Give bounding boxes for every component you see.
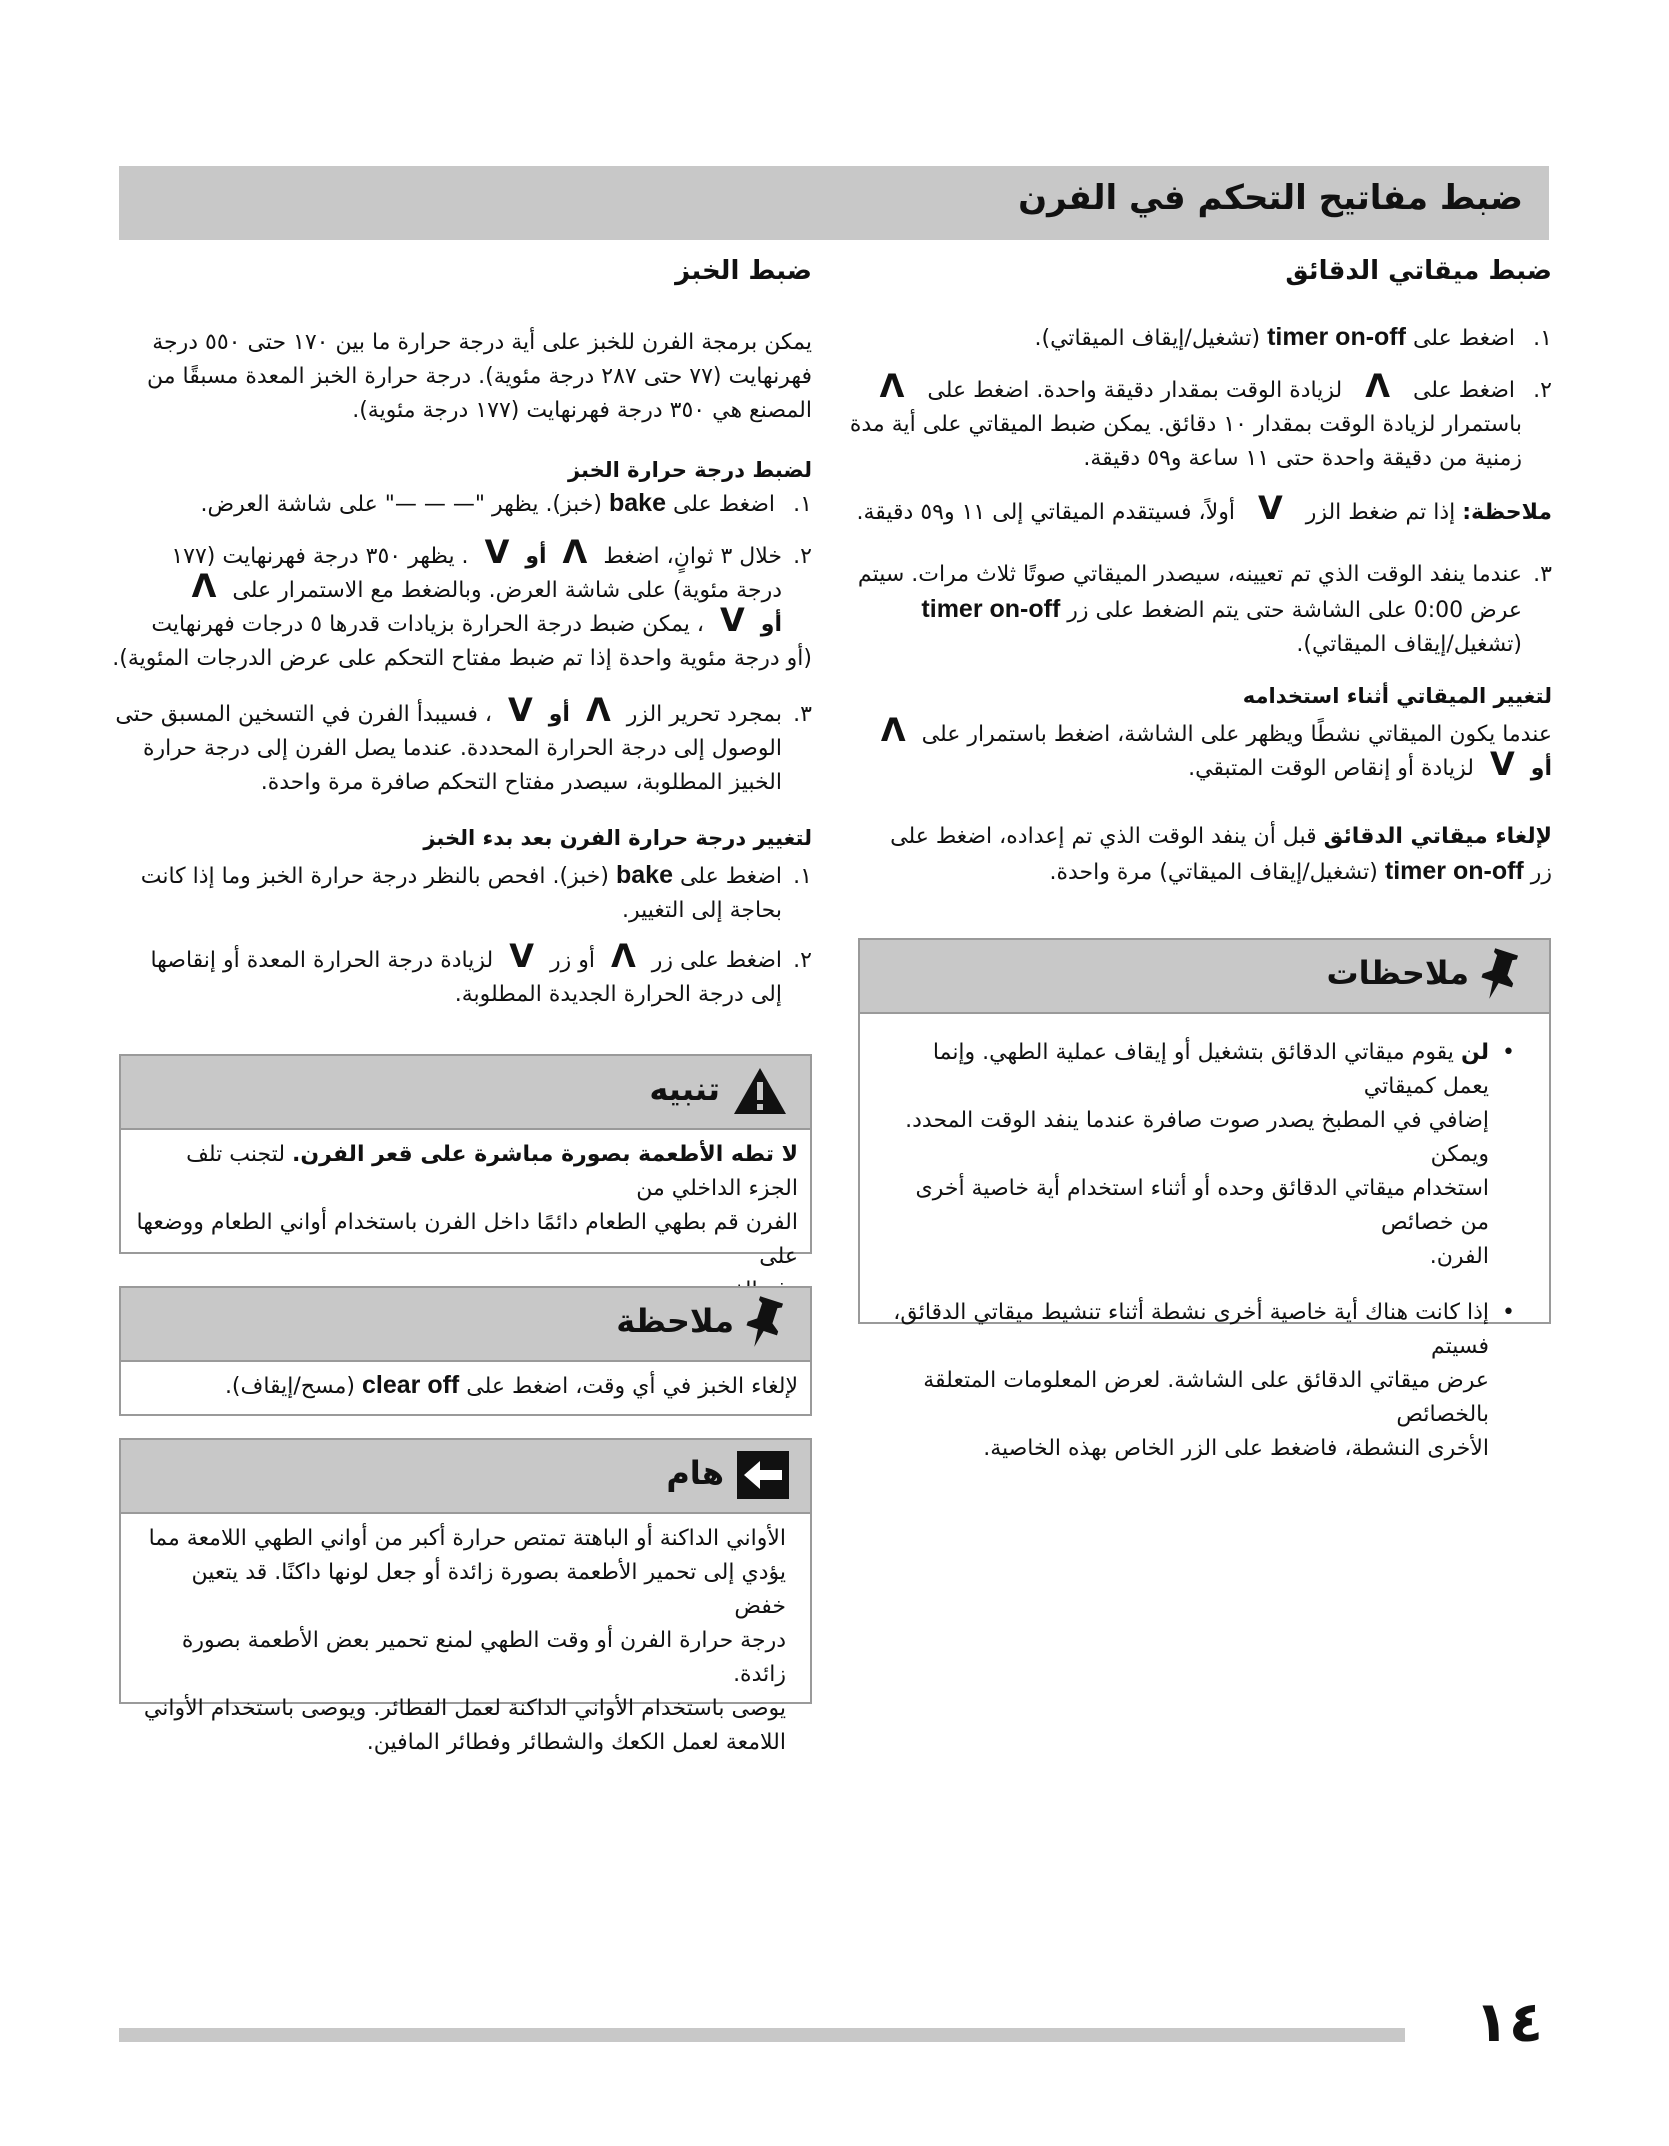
timer-change-heading: لتغيير الميقاتي أثناء استخدامه bbox=[1242, 684, 1552, 708]
timer-heading: ضبط ميقاتي الدقائق bbox=[1285, 256, 1552, 286]
timer-on-off-key: timer on-off bbox=[1267, 323, 1406, 351]
up-arrow-key-icon: Λ bbox=[610, 937, 636, 975]
page-number: ١٤ bbox=[1474, 1990, 1543, 2055]
clear-off-key: clear off bbox=[362, 1371, 460, 1399]
bake-change-heading: لتغيير درجة حرارة الفرن بعد بدء الخبز bbox=[423, 826, 812, 850]
arrow-left-box-icon bbox=[736, 1450, 790, 1500]
warning-box: تنبيه لا تطه الأطعمة بصورة مباشرة على قعر الفرن. لتجنب تلف الجزء الداخلي من الفرن قم بطهي الطعام دائمًا داخل الفرن باستخدام أواني الطعام ووضعها على bbox=[119, 1054, 812, 1254]
down-arrow-key-icon: V bbox=[507, 691, 533, 729]
up-arrow-key-icon: Λ bbox=[879, 367, 905, 405]
bake-key: bake bbox=[615, 861, 673, 889]
up-arrow-key-icon: Λ bbox=[191, 567, 217, 605]
section-header-bar bbox=[119, 166, 1549, 240]
down-arrow-key-icon: V bbox=[484, 533, 510, 571]
note-box-title: ملاحظة bbox=[616, 1302, 734, 1340]
timer-step-1: ١. اضغط على timer on-off (تشغيل/إيقاف الميقاتي). bbox=[1034, 323, 1552, 351]
warning-box-title: تنبيه bbox=[649, 1070, 720, 1108]
down-arrow-key-icon: V bbox=[509, 937, 534, 975]
down-arrow-key-icon: V bbox=[1490, 745, 1515, 783]
notes-bullet: • إذا كانت هناك أية خاصية أخرى نشطة أثناء تنشيط ميقاتي الدقائق، فسيتم عرض ميقاتي الدقائق على الشاشة. لعرض المعلومات المتعلقة بالخصائص الأخرى النشطة، فاضغط على الزر الخاص بهذه الخاصية. bbox=[884, 1296, 1519, 1466]
up-arrow-key-icon: Λ bbox=[562, 533, 588, 571]
bake-set-step-2: ٢.خلال ٣ ثوانٍ، اضغطΛأوV. يظهر ٣٥٠ درجة فهرنهايت (١٧٧ درجة مئوية) على شاشة العرض. وبالضغط مع الاستمرار علىΛ أوV، يمكن ضبط درجة الحرارة بزيادات قدرها ٥ درجات فهرنهايت (أو درجة مئوية واحدة إذا تم ضبط مفتاح التحكم على عرض الدرجات المئوية). bbox=[112, 533, 812, 671]
down-arrow-key-icon: V bbox=[1257, 489, 1283, 527]
warning-triangle-icon bbox=[732, 1066, 788, 1116]
pushpin-icon bbox=[1481, 948, 1525, 1004]
down-arrow-key-icon: V bbox=[720, 601, 745, 639]
bake-set-heading: لضبط درجة حرارة الخبز bbox=[567, 458, 812, 482]
footer-rule bbox=[119, 2028, 1405, 2042]
up-arrow-key-icon: Λ bbox=[585, 691, 611, 729]
up-arrow-key-icon: Λ bbox=[1365, 367, 1390, 405]
notes-box-title: ملاحظات bbox=[1326, 954, 1469, 992]
timer-step-2: ٢. اضغط على Λ لزيادة الوقت بمقدار دقيقة واحدة. اضغط على Λ باستمرار لزيادة الوقت بمقدار ١٠ دقائق. يمكن ضبط الميقاتي على أية مدة زمنية من دقيقة واحدة حتى ١١ ساعة و٥٩ دقيقة. bbox=[849, 367, 1552, 471]
timer-note: ملاحظة: إذا تم ضغط الزر V أولاً، فسيتقدم الميقاتي إلى ١١ و٥٩ دقيقة. bbox=[856, 489, 1552, 527]
pushpin-icon bbox=[746, 1296, 790, 1352]
up-arrow-key-icon: Λ bbox=[880, 711, 906, 749]
bake-change-step-1: ١.اضغط على bake (خبز). افحص بالنظر درجة حرارة الخبز وما إذا كانت بحاجة إلى التغيير. bbox=[140, 861, 812, 923]
important-box-title: هام bbox=[666, 1454, 724, 1492]
bake-intro: يمكن برمجة الفرن للخبز على أية درجة حرارة ما بين ١٧٠ حتى ٥٥٠ درجة فهرنهايت (٧٧ حتى ٢٨٧ درجة مئوية). درجة حرارة الخبز المعدة مسبقًا من المصنع هي ٣٥٠ درجة فهرنهايت (١٧٧ درجة مئوية). bbox=[146, 330, 812, 423]
bake-heading: ضبط الخبز bbox=[675, 256, 812, 286]
bake-key: bake bbox=[608, 489, 666, 517]
notes-bullet: • لن يقوم ميقاتي الدقائق بتشغيل أو إيقاف عملية الطهي. وإنما يعمل كميقاتي إضافي في المطبخ يصدر صوت صافرة عندما ينفد الوقت المحدد. ويمكن استخدام ميقاتي الدقائق وحده أو أثناء استخدام أية خاصية أخرى من خصائص الفرن. bbox=[884, 1036, 1519, 1274]
timer-step-3: ٣.عندما ينفد الوقت الذي تم تعيينه، سيصدر الميقاتي صوتًا ثلاث مرات. سيتم عرض 0:00 على الشاشة حتى يتم الضغط على زر timer on-off (تشغيل/إيقاف الميقاتي). bbox=[857, 562, 1552, 657]
bake-set-step-1: ١. اضغط على bake (خبز). يظهر "— — —" على شاشة العرض. bbox=[200, 489, 812, 517]
timer-change-text: عندما يكون الميقاتي نشطًا ويظهر على الشاشة، اضغط باستمرار علىΛ أوVلزيادة أو إنقاص الوقت المتبقي. bbox=[880, 711, 1552, 783]
note-box: ملاحظة لإلغاء الخبز في أي وقت، اضغط على clear off (مسح/إيقاف). bbox=[119, 1286, 812, 1416]
page-title: ضبط مفاتيح التحكم في الفرن bbox=[1018, 178, 1523, 218]
bake-set-step-3: ٣.بمجرد تحرير الزرΛأوV، فسيبدأ الفرن في التسخين المسبق حتى الوصول إلى درجة الحرارة المحددة. عندما يصل الفرن إلى درجة حرارة الخبيز المطلوبة، سيصدر مفتاح التحكم صافرة مرة واحدة. bbox=[115, 691, 812, 795]
bake-change-step-2: ٢.اضغط على زرΛأو زرVلزيادة درجة الحرارة المعدة أو إنقاصها إلى درجة الحرارة الجديدة المطلوبة. bbox=[150, 937, 812, 1007]
timer-cancel-text: لإلغاء ميقاتي الدقائق قبل أن ينفد الوقت الذي تم إعداده، اضغط على زر timer on-off (تشغيل/إيقاف الميقاتي) مرة واحدة. bbox=[890, 824, 1552, 885]
important-box: هام الأواني الداكنة أو الباهتة تمتص حرارة أكبر من أواني الطهي اللامعة مما يؤدي إلى تحمير الأطعمة بصورة زائدة أو جعل لونها داكنًا. قد يتعين خفض درجة حرارة الفرن أو وقت الطهي لمنع تحمير بعض الأطعمة بصورة زائدة. يوصى باستخدام الأواني الداكنة لعمل الفطائر. ويوصى باستخدام الأواني اللامعة لعمل الكعك والشطائر وفطائر المافين. bbox=[119, 1438, 812, 1704]
notes-box bbox=[858, 938, 1551, 1461]
